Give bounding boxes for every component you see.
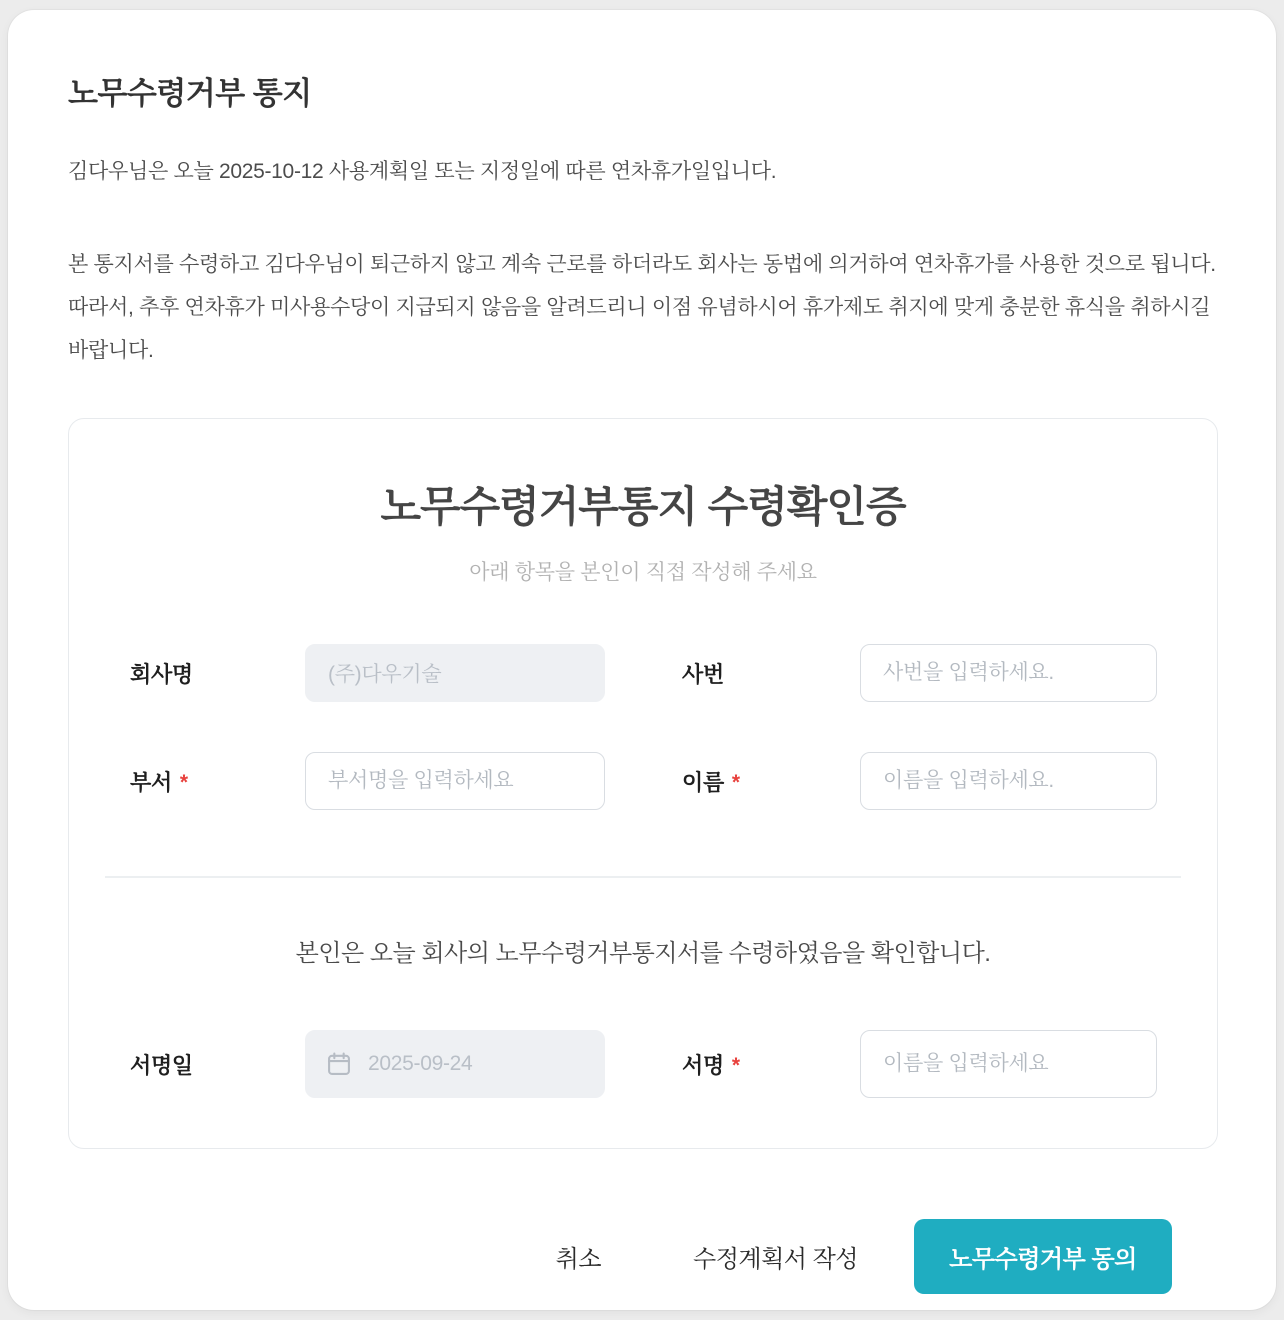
signature-input[interactable] [860,1030,1157,1098]
notice-body-text: 본 통지서를 수령하고 김다우님이 퇴근하지 않고 계속 근로를 하더라도 회사는 동법에 의거하여 연차휴가를 사용한 것으로 됩니다. 따라서, 추후 연차휴가 미사용수당이 지급되지 않음을 알려드리니 이점 유념하시어 휴가제도 취지에 맞게 충분한 휴식을 취하시길 바랍니다. [68,253,1216,362]
department-label [130,766,305,797]
department-label-text: 부서 [130,769,172,795]
intro-text: 김다우님은 오늘 2025-10-12 사용계획일 또는 지정일에 따른 연차휴가일입니다. [68,160,777,183]
employee-no-input[interactable] [860,644,1157,702]
form-row-company-employee [69,644,1217,702]
department-field-group [130,752,605,810]
page-title: 노무수령거부 통지 [68,76,312,111]
company-label: 회사명 [130,661,193,687]
name-label [682,766,860,797]
employee-no-label: 사번 [682,661,724,687]
divider [105,876,1181,878]
confirmation-text: 본인은 오늘 회사의 노무수령거부통지서를 수령하였음을 확인합니다. [295,940,991,967]
signature-field-group [682,1030,1157,1098]
certificate-title: 노무수령거부통지 수령확인증 [380,483,906,530]
form-row-signdate-signature [69,1030,1217,1098]
certificate-subtitle: 아래 항목을 본인이 직접 작성해 주세요 [469,561,817,584]
sign-date-label: 서명일 [130,1052,193,1078]
revision-plan-button[interactable]: 수정계획서 작성 [679,1229,872,1284]
required-asterisk: * [179,771,188,794]
department-input[interactable] [305,752,605,810]
signature-label [682,1049,860,1080]
company-input [305,644,605,702]
signature-label-text: 서명 [682,1052,724,1078]
action-bar [68,1219,1216,1294]
name-field-group [682,752,1157,810]
notice-dialog [8,10,1276,1310]
form-row-department-name [69,752,1217,810]
sign-date-field-group [130,1030,605,1098]
sign-date-input [305,1030,605,1098]
sign-date-wrapper [305,1030,605,1098]
receipt-confirmation-panel [68,418,1218,1149]
name-label-text: 이름 [682,769,724,795]
required-asterisk: * [731,771,740,794]
agree-button[interactable]: 노무수령거부 동의 [914,1219,1172,1294]
required-asterisk: * [731,1054,740,1077]
company-field-group [130,644,605,702]
name-input[interactable] [860,752,1157,810]
employee-no-field-group [682,644,1157,702]
cancel-button[interactable]: 취소 [542,1229,615,1284]
